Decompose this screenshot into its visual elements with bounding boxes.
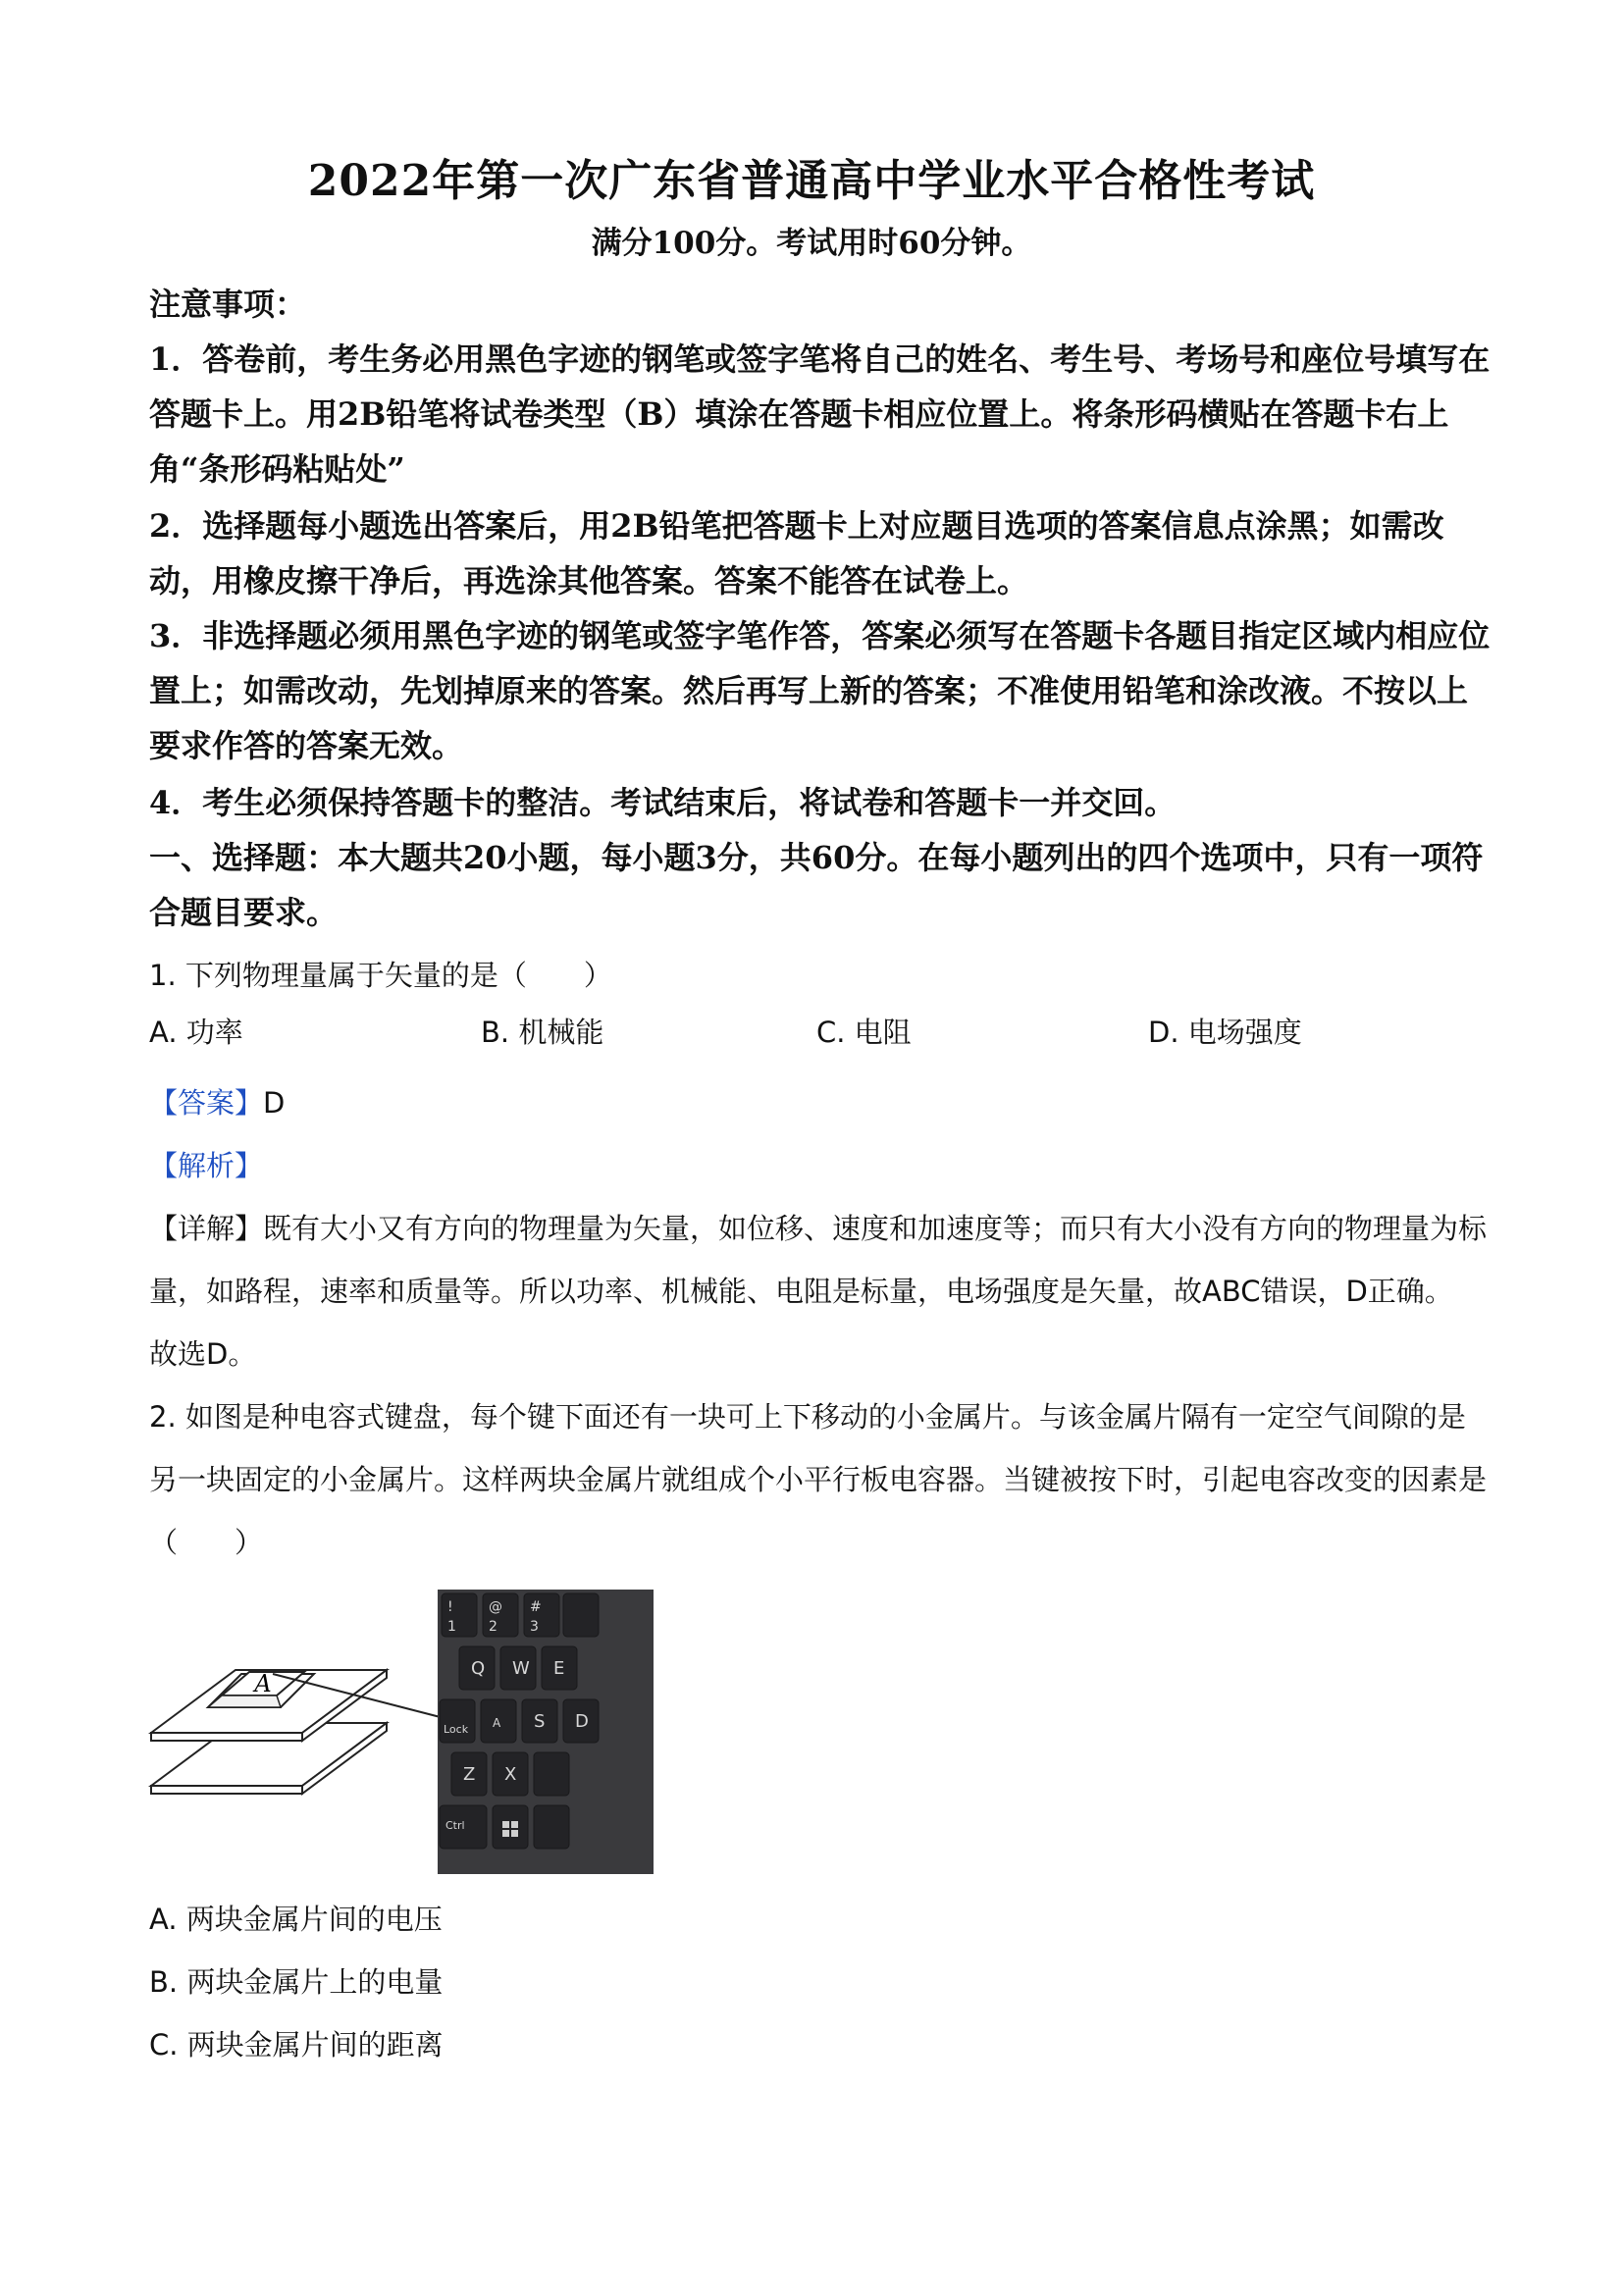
key-letter: A [254,1670,272,1697]
q1-option-a: A. 功率 [149,1016,243,1049]
key-label: E [553,1658,565,1679]
q1-conclusion: 故选D。 [149,1337,257,1371]
question-1-stem: 1. 下列物理量属于矢量的是（ ） [149,959,612,992]
key-label: Ctrl [445,1819,465,1832]
key-label: Lock [444,1723,469,1736]
q1-option-d: D. 电场强度 [1148,1016,1302,1049]
q1-option-c: C. 电阻 [816,1016,912,1049]
note-item-2: 2．选择题每小题选出答案后，用2B铅笔把答题卡上对应题目选项的答案信息点涂黑；如需改动，用橡皮擦干净后，再选涂其他答案。答案不能答在试卷上。 [149,507,1444,600]
analysis-tag: 【解析】 [149,1149,264,1182]
key-label: Q [471,1658,486,1679]
key-label: ! [447,1599,453,1615]
note-item-3: 3．非选择题必须用黑色字迹的钢笔或签字笔作答，答案必须写在答题卡各题目指定区域内相应位置上；如需改动，先划掉原来的答案。然后再写上新的答案；不准使用铅笔和涂改液。不按以上要求作答的答案无效。 [149,617,1491,764]
key-label: 3 [530,1619,539,1635]
key-label: # [530,1599,542,1615]
answer-tag: 【答案】 [149,1086,264,1120]
exam-title: 2022年第一次广东省普通高中学业水平合格性考试 [307,156,1316,206]
key-label: D [575,1711,589,1732]
capacitive-keyboard-figure [147,1590,657,1874]
exam-subtitle: 满分100分。考试用时60分钟。 [591,226,1032,261]
detail-text: 既有大小又有方向的物理量为矢量，如位移、速度和加速度等；而只有大小没有方向的物理量为标量，如路程，速率和质量等。所以功率、机械能、电阻是标量，电场强度是矢量，故ABC错误，D正确。 [149,1212,1488,1308]
key-label: Z [463,1764,476,1785]
q1-detail [149,1197,1493,1323]
keyboard-diagram [147,1590,657,1874]
detail-tag: 【详解】 [149,1212,264,1245]
q1-analysis [149,1134,1493,1197]
key-label: @ [489,1599,502,1615]
upper-plate-edge [151,1733,302,1741]
key-label: S [534,1711,546,1732]
key-label: W [512,1658,530,1679]
lower-plate-edge [151,1786,302,1794]
note-item-4: 4．考生必须保持答题卡的整洁。考试结束后，将试卷和答题卡一并交回。 [149,784,1177,821]
question-2-stem: 2. 如图是种电容式键盘，每个键下面还有一块可上下移动的小金属片。与该金属片隔有一定空气间隙的是另一块固定的小金属片。这样两块金属片就组成个小平行板电容器。当键被按下时，引起电容改变的因素是（ ） [149,1400,1488,1559]
key-label: X [504,1764,517,1785]
note-item-1: 1．答卷前，考生务必用黑色字迹的钢笔或签字笔将自己的姓名、考生号、考场号和座位号填写在答题卡上。用2B铅笔将试卷类型（B）填涂在答题卡相应位置上。将条形码横贴在答题卡右上角“条形码粘贴处” [149,340,1491,488]
answer-value: D [263,1086,286,1120]
key-label: A [493,1716,501,1730]
notes-heading: 注意事项： [149,286,307,323]
key-label: 1 [447,1619,456,1635]
q2-option-b: B. 两块金属片上的电量 [149,1965,444,1999]
q2-option-a: A. 两块金属片间的电压 [149,1903,443,1936]
key-label: 2 [489,1619,497,1635]
section-heading: 一、选择题：本大题共20小题，每小题3分，共60分。在每小题列出的四个选项中，只有一项符合题目要求。 [149,839,1484,931]
q2-option-c: C. 两块金属片间的距离 [149,2028,444,2061]
q1-option-b: B. 机械能 [481,1016,604,1049]
q1-answer [149,1071,1493,1134]
